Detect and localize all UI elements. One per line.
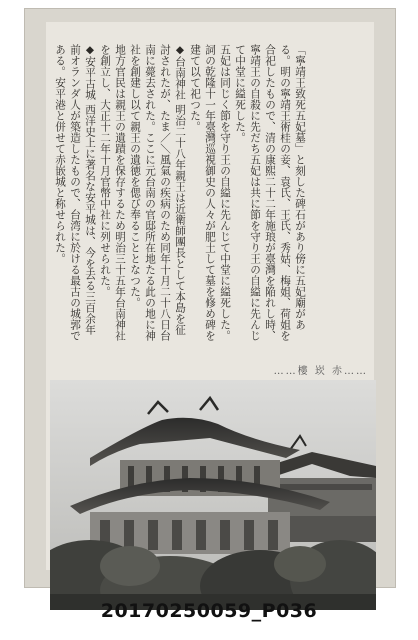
paragraph-5: ◆安平古城 西洋史上に著名な安平城は、今を去る三百余年前オランダ人が築造したもので、台湾に於ける最古の城郭である。安平港と併せて赤嵌城と称せられた。 bbox=[54, 44, 96, 341]
vertical-text-columns bbox=[52, 44, 307, 344]
photo-illustration bbox=[50, 380, 376, 610]
paragraph-3: ◆台南神社 明治二十八年親王は近衛師團長として本島を征討されたが、たま／＼風氣の疾病のため同年十月二十八日台南に薨去された。ここに元台南の官邸所在地たる此の地に神社を創建し以て親王の遺徳を偲び奉ることとなつた。 bbox=[129, 44, 186, 341]
photo-caption: ……樓 崁 赤…… bbox=[273, 366, 368, 377]
scanned-page bbox=[24, 8, 396, 588]
paragraph-1: 「寧靖王致死五妃墓」と刻した碑石があり傍に五妃廟がある。明の寧靖王術桂の妾、袁氏、王氏、秀姑、梅姐、荷姐を合祀したもので、清の康熙二十二年施琅が臺灣を陥れし時、寧靖王の自殺に先だち五妃は共に節を守り王の自縊に先んじて中堂に縊死した。 bbox=[234, 44, 306, 341]
article-text bbox=[52, 44, 374, 344]
paragraph-4: 地方官民は親王の遺蹟を保存するため明治三十五年台南神社を創立し、大正十二年十月官幣中社に列せられた。 bbox=[99, 44, 126, 341]
paragraph-2: 五妃は同じく節を守り王の自縊に先んじて中堂に縊死した。詞の乾隆十一年臺灣巡視御史の人々が肥土して墓を修め碑を建て以て祀つた。 bbox=[189, 44, 231, 341]
book-page bbox=[46, 22, 374, 570]
archive-id-label: 20170250059_P036 bbox=[100, 600, 318, 622]
photograph-chikan-tower bbox=[50, 380, 376, 610]
